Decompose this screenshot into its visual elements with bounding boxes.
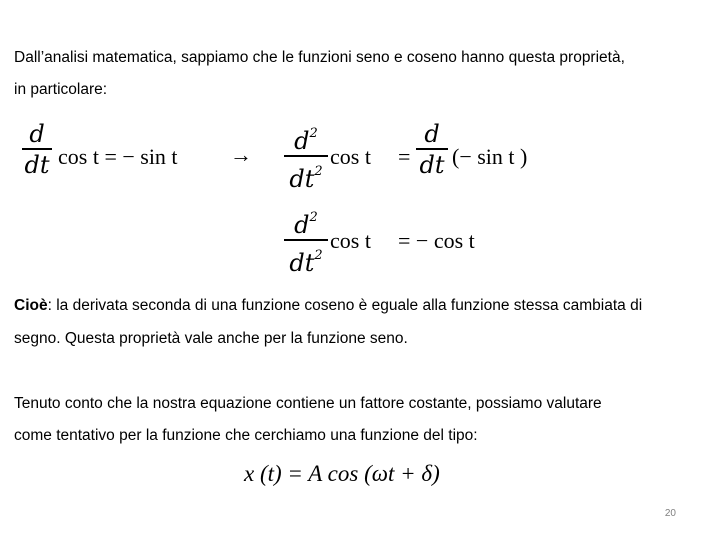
tenuto-line-1: Tenuto conto che la nostra equazione contiene un fattore costante, possiamo valutare [14,395,602,412]
eq2-numerator: $d^2$ [294,126,318,155]
eq2-frac2-numerator: d [424,120,440,148]
eq2-equals: = [398,144,411,169]
eq3-denominator: $dt^2$ [289,248,323,277]
cioe-text: : la derivata seconda di una funzione coseno è eguale alla funzione stessa cambiata di [47,297,643,314]
eq1-denominator: dt [24,151,50,179]
page-number: 20 [664,508,676,519]
eq1-numerator: d [29,120,45,148]
eq2-frac2-denominator: dt [419,151,445,179]
eq1-derivative-fraction [22,120,52,180]
final-equation: x (t) = A cos (ωt + δ) [244,461,440,486]
eq1-rhs: cos t = − sin t [58,144,178,169]
right-arrow-icon: → [230,142,252,167]
eq3-second-derivative-fraction [284,204,328,278]
eq2-derivative-fraction [416,120,448,180]
eq3-cos: cos t [330,228,371,253]
cioe-line-2: segno. Questa proprietà vale anche per la funzione seno. [14,330,408,347]
eq2-tail: (− sin t ) [452,144,528,169]
eq3-numerator: $d^2$ [294,210,318,239]
eq2-cos: cos t [330,144,371,169]
cioe-line-1 [14,296,642,316]
eq3-rhs: = − cos t [398,228,475,253]
eq2-second-derivative-fraction [284,120,328,194]
cioe-label: Cioè [14,297,48,314]
eq2-denominator: $dt^2$ [289,164,323,193]
tenuto-line-2: come tentativo per la funzione che cerchiamo una funzione del tipo: [14,427,478,444]
intro-line-1: Dall’analisi matematica, sappiamo che le funzioni seno e coseno hanno questa proprietà, [14,49,625,66]
intro-line-2: in particolare: [14,81,108,98]
